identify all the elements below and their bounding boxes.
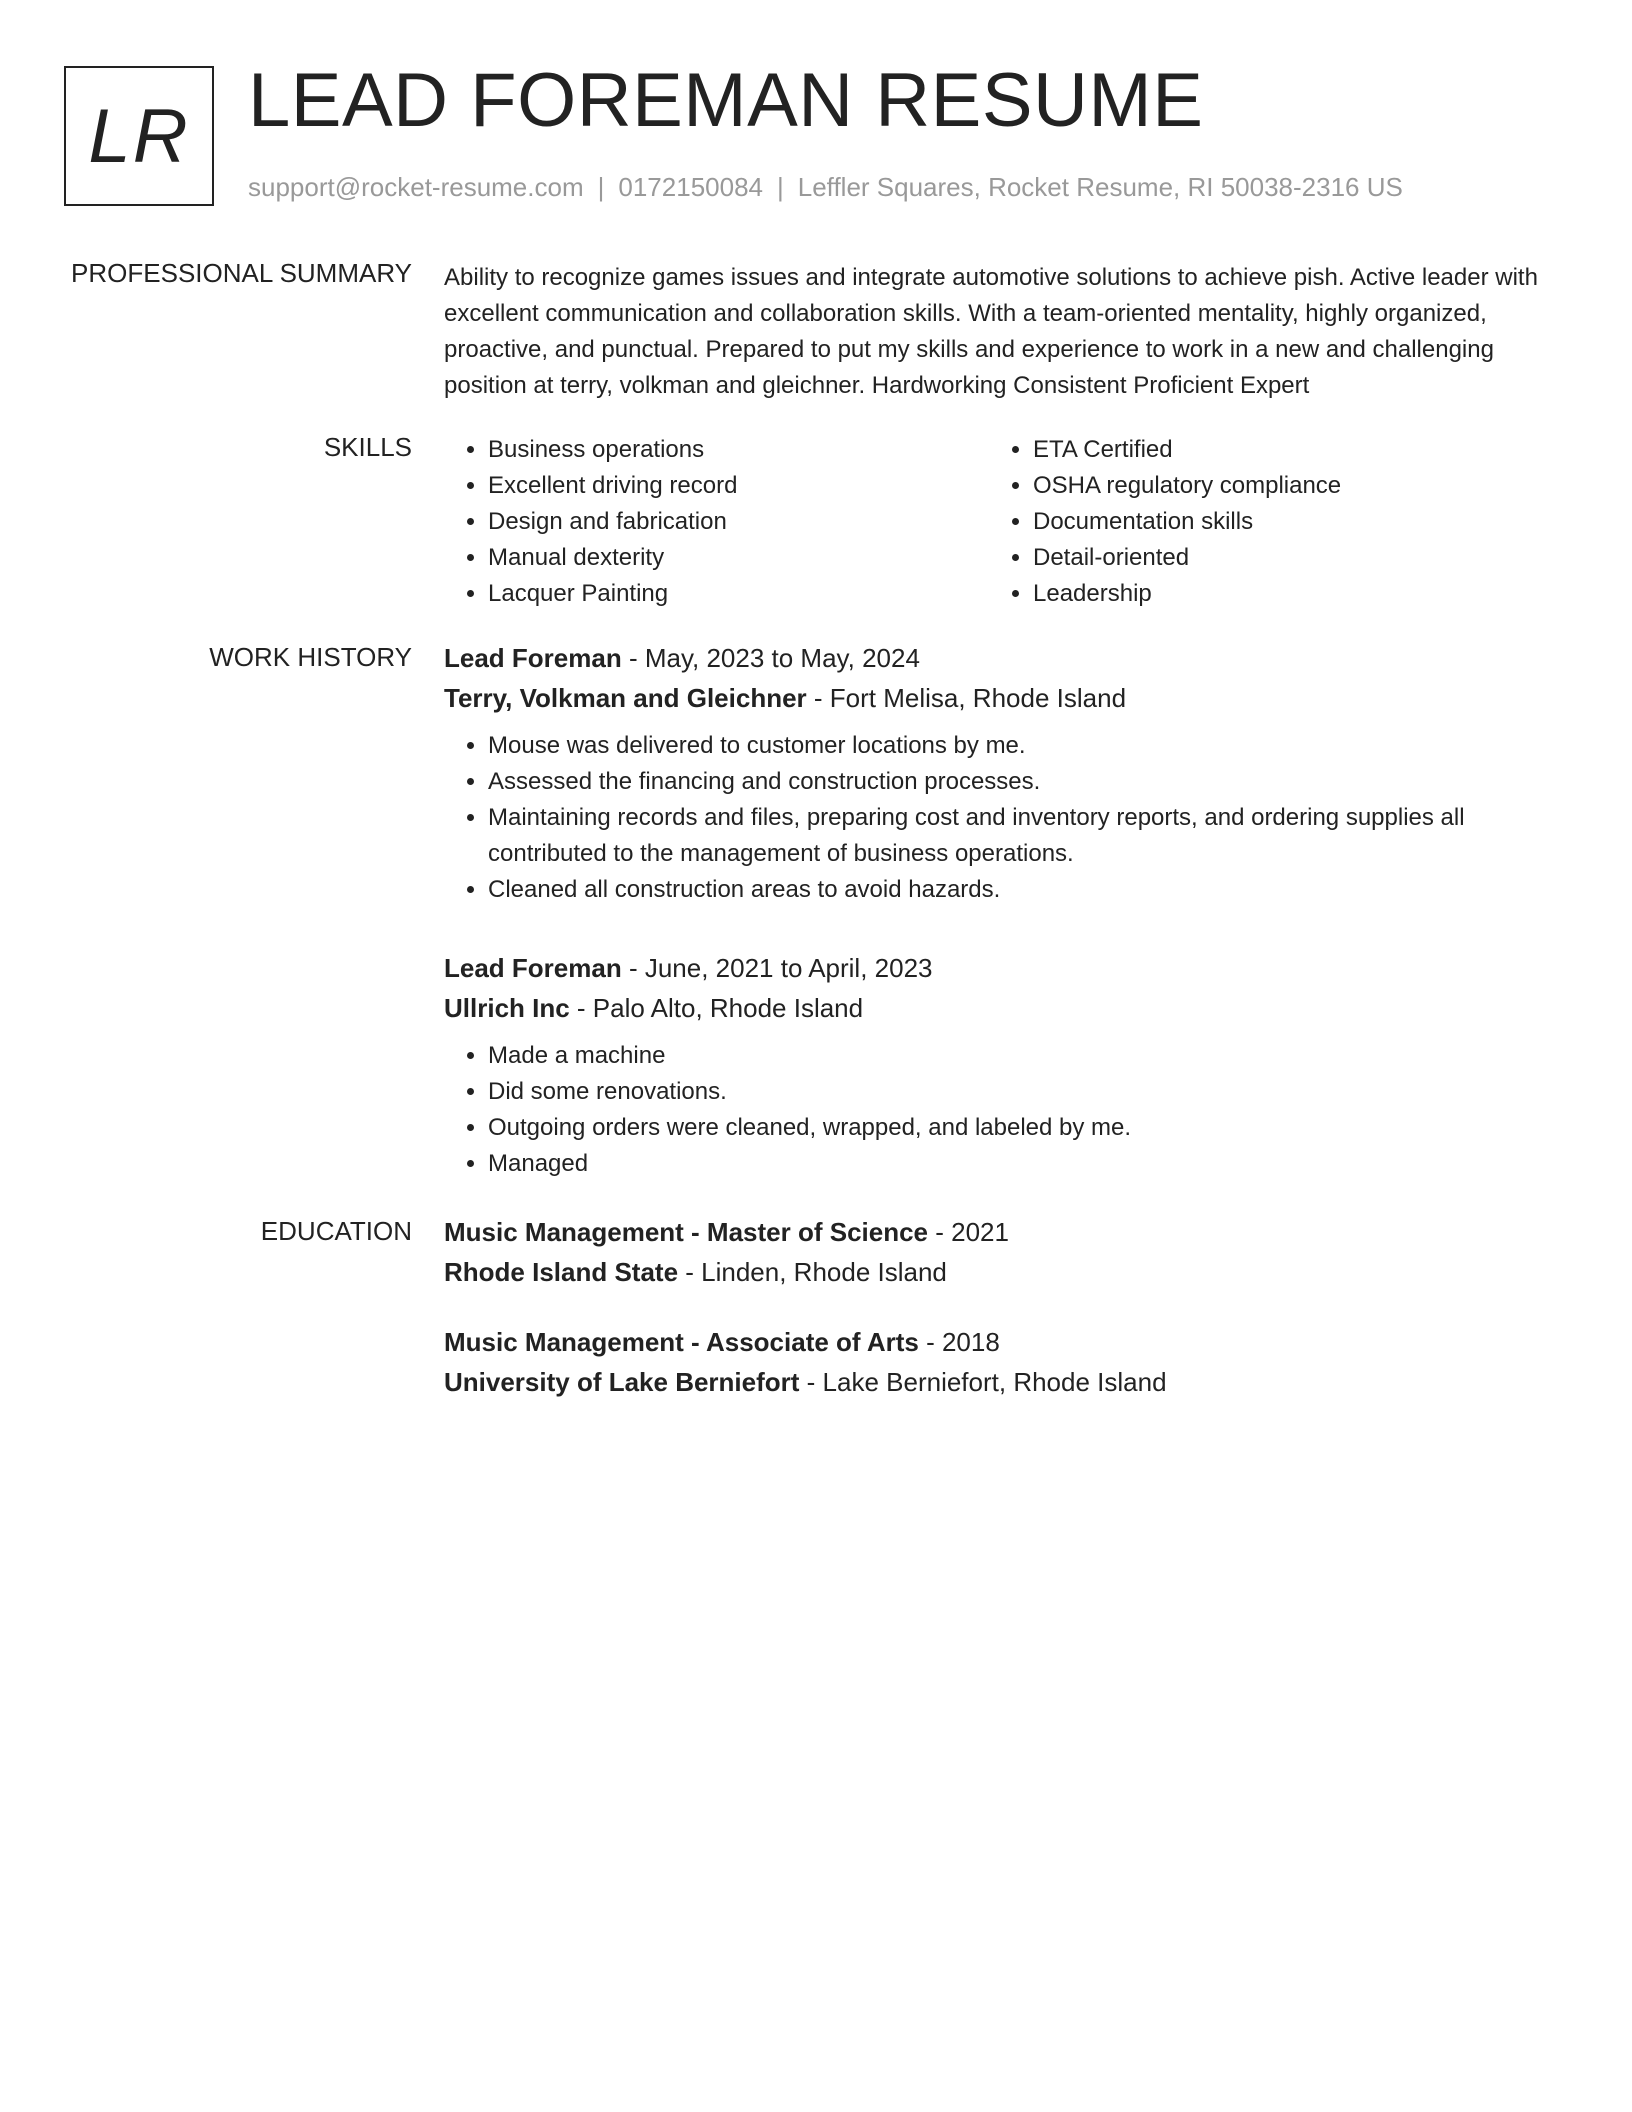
education-entry [444, 1322, 1544, 1402]
job-bullet: • Mouse was delivered to customer locations by me. [488, 728, 1544, 764]
skill-item: • Leadership [1033, 576, 1534, 612]
job-role: Lead Foreman [444, 953, 622, 983]
job-bullet: • Did some renovations. [488, 1074, 1544, 1110]
job-entry [444, 948, 1544, 1182]
skill-item: • Design and fabrication [488, 504, 989, 540]
job-title-line [444, 948, 1544, 988]
summary-text: Ability to recognize games issues and integrate automotive solutions to achieve pish. Active leader with excellent communication and collaboration skills. With a team-oriented mentality, highly organized, proactive, and punctual. Prepared to put my skills and experience to work in a new and challenging position at terry, volkman and gleichner. Hardworking Consistent Proficient Expert [444, 264, 1538, 399]
skill-item: • Excellent driving record [488, 468, 989, 504]
section-label: PROFESSIONAL SUMMARY [71, 258, 412, 288]
edu-degree: Music Management - Master of Science [444, 1217, 929, 1247]
separator: | [777, 172, 784, 202]
job-bullet: • Outgoing orders were cleaned, wrapped, and labeled by me. [488, 1110, 1544, 1146]
job-location: - Fort Melisa, Rhode Island [806, 683, 1127, 713]
job-bullet: • Made a machine [488, 1038, 1544, 1074]
edu-degree-line [444, 1322, 1544, 1362]
edu-year: - 2021 [928, 1217, 1009, 1247]
job-bullet: • Managed [488, 1146, 1544, 1182]
job-company: Ullrich Inc [444, 993, 570, 1023]
job-company-line [444, 678, 1544, 718]
job-company-line [444, 988, 1544, 1028]
job-bullets [444, 1038, 1544, 1182]
edu-school: Rhode Island State [444, 1257, 679, 1287]
monogram: LR [64, 66, 214, 206]
skill-item: • Lacquer Painting [488, 576, 989, 612]
separator: | [597, 172, 605, 202]
contact-phone: 0172150084 [618, 172, 763, 202]
contact-address: Leffler Squares, Rocket Resume, RI 50038-2316 US [797, 172, 1403, 202]
edu-school: University of Lake Berniefort [444, 1367, 800, 1397]
edu-location: - Lake Berniefort, Rhode Island [799, 1367, 1167, 1397]
section-body [444, 432, 1544, 612]
job-dates: - June, 2021 to April, 2023 [621, 953, 933, 983]
edu-location: - Linden, Rhode Island [678, 1257, 947, 1287]
page-title: LEAD FOREMAN RESUME [248, 58, 1204, 143]
skill-item: • ETA Certified [1033, 432, 1534, 468]
contact-line [248, 172, 1403, 203]
section-label: WORK HISTORY [209, 642, 412, 672]
job-company: Terry, Volkman and Gleichner [444, 683, 807, 713]
skill-item: • Documentation skills [1033, 504, 1534, 540]
job-title-line [444, 638, 1544, 678]
edu-degree: Music Management - Associate of Arts [444, 1327, 919, 1357]
skill-item: • Business operations [488, 432, 989, 468]
section-label: EDUCATION [260, 1216, 412, 1246]
edu-school-line [444, 1252, 1544, 1292]
skill-item: • Detail-oriented [1033, 540, 1534, 576]
job-location: - Palo Alto, Rhode Island [569, 993, 864, 1023]
skills-list-right [989, 432, 1534, 612]
job-bullet: • Maintaining records and files, preparing cost and inventory reports, and ordering supplies all contributed to the management of business operations. [488, 800, 1544, 872]
section-body [444, 638, 1544, 1222]
skill-item: • Manual dexterity [488, 540, 989, 576]
job-bullets [444, 728, 1544, 908]
skills-list-left [444, 432, 989, 612]
section-body [444, 1212, 1544, 1432]
education-entry [444, 1212, 1544, 1292]
skills-grid [444, 432, 1544, 612]
job-dates: - May, 2023 to May, 2024 [621, 643, 920, 673]
section-body [444, 260, 1544, 404]
section-label: SKILLS [323, 432, 412, 462]
job-bullet: • Assessed the financing and construction processes. [488, 764, 1544, 800]
job-bullet: • Cleaned all construction areas to avoid hazards. [488, 872, 1544, 908]
edu-year: - 2018 [918, 1327, 1000, 1357]
edu-degree-line [444, 1212, 1544, 1252]
job-entry [444, 638, 1544, 908]
skill-item: • OSHA regulatory compliance [1033, 468, 1534, 504]
job-role: Lead Foreman [444, 643, 622, 673]
contact-email: support@rocket-resume.com [248, 172, 584, 202]
edu-school-line [444, 1362, 1544, 1402]
